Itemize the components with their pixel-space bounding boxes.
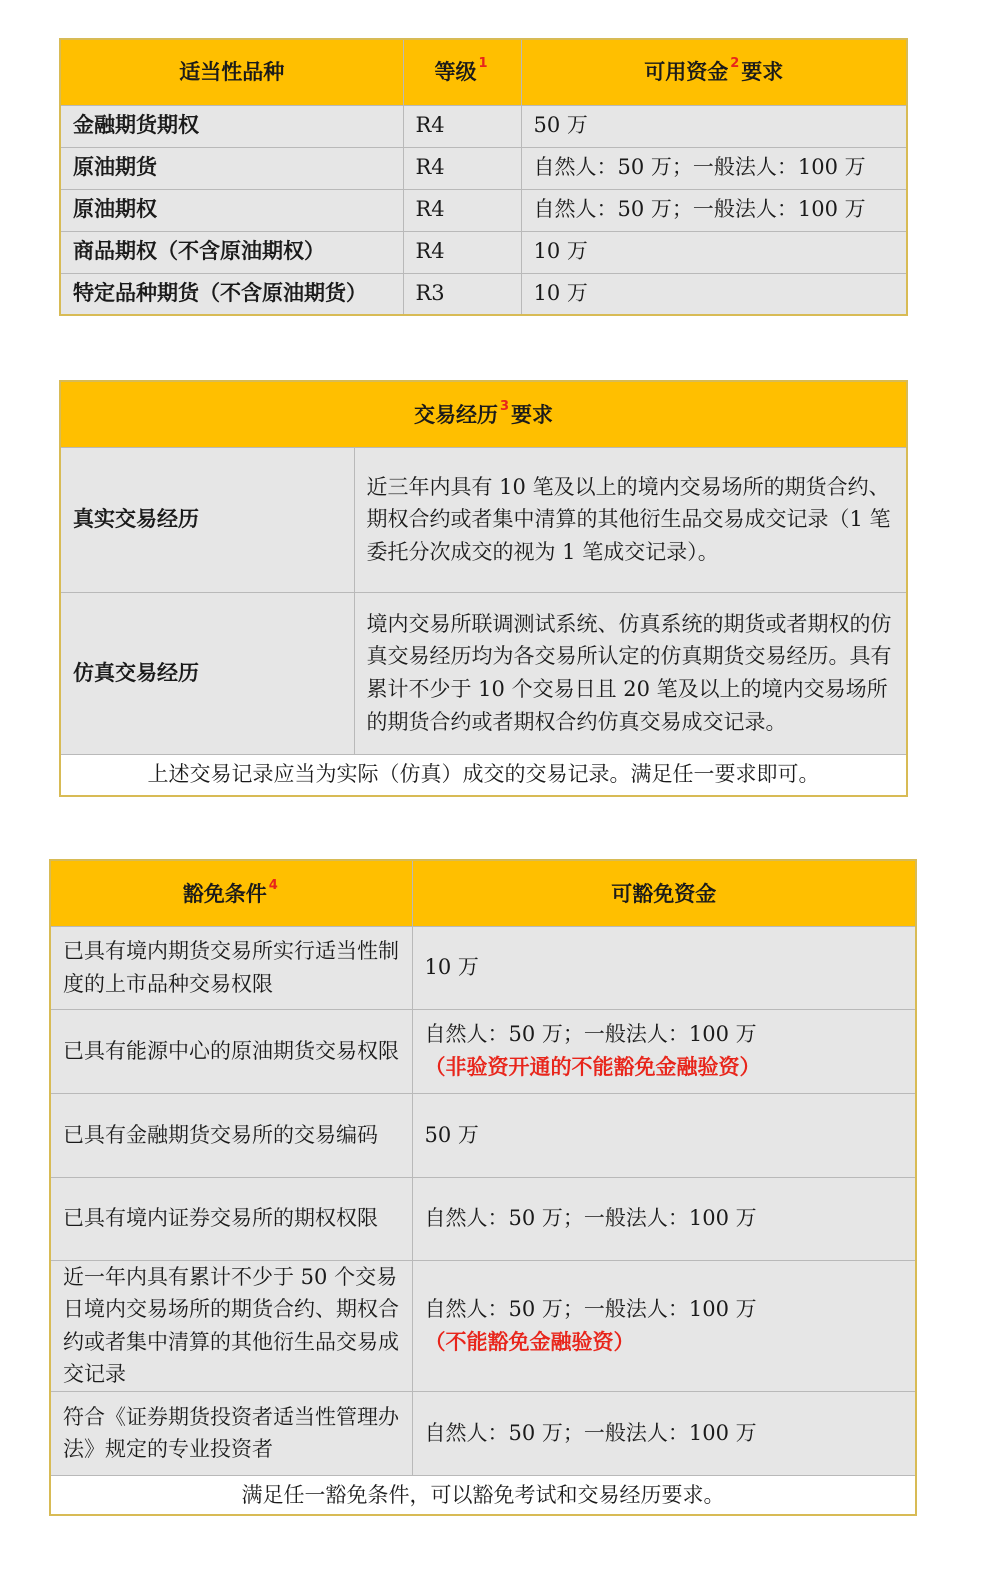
exemption-table bbox=[49, 859, 917, 1516]
table-row bbox=[50, 1391, 916, 1475]
condition-cell: 已具有境内证券交易所的期权权限 bbox=[50, 1177, 412, 1260]
table-row bbox=[60, 189, 907, 231]
table-row bbox=[60, 273, 907, 315]
condition-cell: 符合《证券期货投资者适当性管理办法》规定的专业投资者 bbox=[50, 1391, 412, 1475]
table-row bbox=[60, 231, 907, 273]
condition-cell: 近一年内具有累计不少于 50 个交易日境内交易场所的期货合约、期权合约或者集中清算的其他衍生品交易成交记录 bbox=[50, 1260, 412, 1391]
table-footer-note: 上述交易记录应当为实际（仿真）成交的交易记录。满足任一要求即可。 bbox=[60, 754, 907, 796]
exempt-funds-cell: 10 万 bbox=[412, 926, 916, 1009]
experience-desc: 近三年内具有 10 笔及以上的境内交易场所的期货合约、期权合约或者集中清算的其他衍生品交易成交记录（1 笔委托分次成交的视为 1 笔成交记录）。 bbox=[354, 447, 907, 592]
trading-experience-table bbox=[59, 380, 908, 797]
exempt-funds-cell: 自然人：50 万；一般法人：100 万 bbox=[412, 1391, 916, 1475]
warning-note: （非验资开通的不能豁免金融验资） bbox=[424, 1055, 761, 1079]
variety-cell: 特定品种期货（不含原油期货） bbox=[60, 273, 403, 315]
condition-cell: 已具有能源中心的原油期货交易权限 bbox=[50, 1009, 412, 1093]
table-row bbox=[60, 592, 907, 754]
table-row bbox=[60, 105, 907, 147]
exempt-funds-cell: 自然人：50 万；一般法人：100 万 （非验资开通的不能豁免金融验资） bbox=[412, 1009, 916, 1093]
variety-cell: 金融期货期权 bbox=[60, 105, 403, 147]
funds-cell: 自然人：50 万；一般法人：100 万 bbox=[521, 189, 907, 231]
exempt-funds-cell: 50 万 bbox=[412, 1093, 916, 1177]
header-experience: 交易经历 $^3$要求 bbox=[60, 381, 907, 447]
header-level: 等级 $^1$ bbox=[403, 39, 521, 105]
exempt-funds-cell: 自然人：50 万；一般法人：100 万 （不能豁免金融验资） bbox=[412, 1260, 916, 1391]
header-exempt-funds: 可豁免资金 bbox=[412, 860, 916, 926]
suitability-table bbox=[59, 38, 908, 316]
table-row bbox=[60, 447, 907, 592]
level-cell: R4 bbox=[403, 231, 521, 273]
table-footer-note: 满足任一豁免条件，可以豁免考试和交易经历要求。 bbox=[50, 1475, 916, 1515]
level-cell: R4 bbox=[403, 105, 521, 147]
funds-cell: 10 万 bbox=[521, 273, 907, 315]
exempt-funds-cell: 自然人：50 万；一般法人：100 万 bbox=[412, 1177, 916, 1260]
warning-note: （不能豁免金融验资） bbox=[424, 1329, 635, 1354]
table-row bbox=[50, 1093, 916, 1177]
table-row bbox=[50, 926, 916, 1009]
footnote-marker: 2 bbox=[730, 55, 740, 71]
table-row bbox=[50, 1009, 916, 1093]
variety-cell: 商品期权（不含原油期权） bbox=[60, 231, 403, 273]
table-row bbox=[50, 1260, 916, 1391]
funds-cell: 自然人：50 万；一般法人：100 万 bbox=[521, 147, 907, 189]
experience-label: 真实交易经历 bbox=[60, 447, 354, 592]
header-funds: 可用资金 $^2$要求 bbox=[521, 39, 907, 105]
experience-label: 仿真交易经历 bbox=[60, 592, 354, 754]
condition-cell: 已具有金融期货交易所的交易编码 bbox=[50, 1093, 412, 1177]
table-row bbox=[60, 147, 907, 189]
level-cell: R3 bbox=[403, 273, 521, 315]
table-row bbox=[50, 1177, 916, 1260]
level-cell: R4 bbox=[403, 189, 521, 231]
footnote-marker: 1 bbox=[478, 55, 488, 71]
funds-cell: 10 万 bbox=[521, 231, 907, 273]
variety-cell: 原油期权 bbox=[60, 189, 403, 231]
header-condition: 豁免条件 $^4$ bbox=[50, 860, 412, 926]
level-cell: R4 bbox=[403, 147, 521, 189]
variety-cell: 原油期货 bbox=[60, 147, 403, 189]
footnote-marker: 3 bbox=[499, 399, 510, 415]
condition-cell: 已具有境内期货交易所实行适当性制度的上市品种交易权限 bbox=[50, 926, 412, 1009]
experience-desc: 境内交易所联调测试系统、仿真系统的期货或者期权的仿真交易经历均为各交易所认定的仿真期货交易经历。具有累计不少于 10 个交易日且 20 笔及以上的境内交易场所的期货合约或者期权合约仿真交易成交记录。 bbox=[354, 592, 907, 754]
header-variety: 适当性品种 bbox=[60, 39, 403, 105]
footnote-marker: 4 bbox=[268, 878, 278, 894]
funds-cell: 50 万 bbox=[521, 105, 907, 147]
